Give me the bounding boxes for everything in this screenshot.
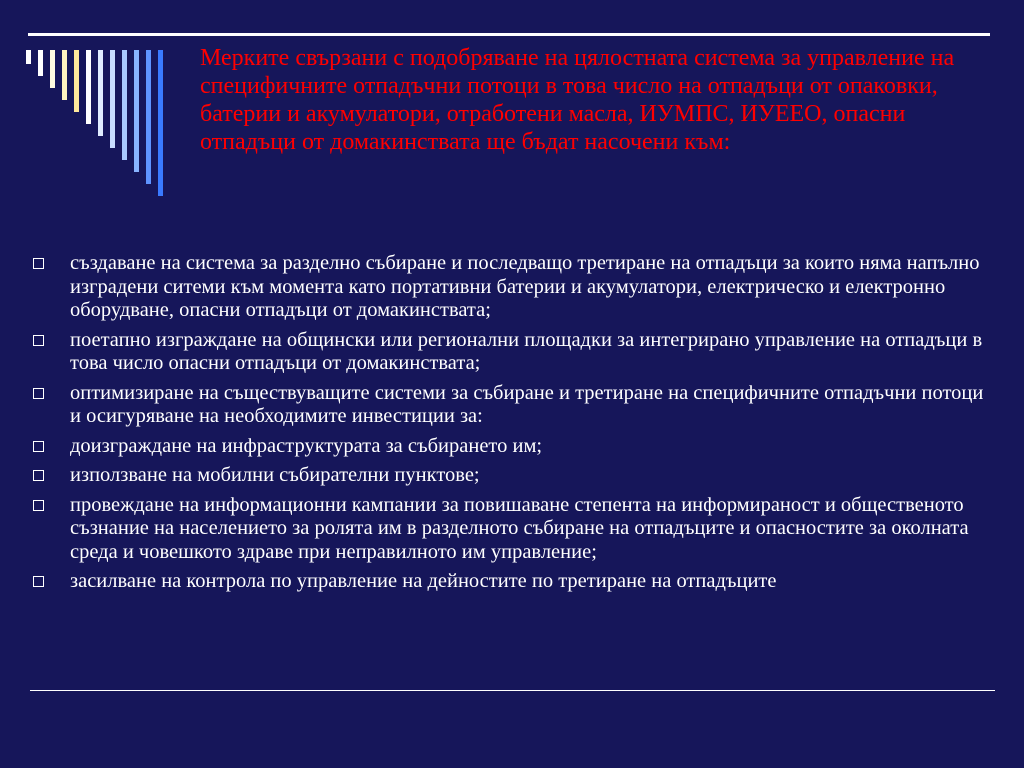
hollow-square-icon (33, 500, 44, 511)
list-item-text: използване на мобилни събирателни пунктове; (70, 464, 480, 486)
list-item (30, 382, 995, 429)
hollow-square-icon (33, 441, 44, 452)
hollow-square-icon (33, 335, 44, 346)
decorative-stripes (0, 0, 200, 240)
list-item (30, 329, 995, 376)
list-item (30, 570, 995, 594)
stripe (158, 50, 163, 196)
list-item-text: провеждане на информационни кампании за повишаване степента на информираност и общественото съзнание на населението за ролята им в разделното събиране на отпадъците и опасностите за околната среда и човешкото здраве при неправилното им управление; (70, 493, 969, 563)
list-item-text: създаване на система за разделно събиране и последващо третиране на отпадъци за които няма напълно изградени ситеми към момента като портативни батерии и акумулатори, електрическо и електронно оборудване, опасни отпадъци от домакинствата; (70, 252, 980, 321)
stripe (26, 50, 31, 64)
stripe (38, 50, 43, 76)
list-item (30, 252, 995, 323)
bullet-list (30, 252, 995, 600)
stripe (62, 50, 67, 100)
hollow-square-icon (33, 388, 44, 399)
list-item (30, 494, 995, 565)
list-item-text: доизграждане на инфраструктурата за събирането им; (70, 434, 543, 457)
stripe (146, 50, 151, 184)
stripe (50, 50, 55, 88)
hollow-square-icon (33, 576, 44, 587)
hollow-square-icon (33, 258, 44, 269)
stripe (122, 50, 127, 160)
stripe (86, 50, 91, 124)
stripe (110, 50, 115, 148)
hollow-square-icon (33, 470, 44, 481)
list-item-text: поетапно изграждане на общински или регионални площадки за интегрирано управление на отпадъци в това число опасни отпадъци от домакинствата; (70, 328, 983, 374)
stripe (134, 50, 139, 172)
list-item-text: засилване на контрола по управление на дейностите по третиране на отпадъците (70, 570, 777, 592)
list-item (30, 435, 995, 459)
stripe (98, 50, 103, 136)
list-item (30, 464, 995, 488)
stripe (74, 50, 79, 112)
bottom-divider-line (30, 690, 995, 691)
list-item-text: оптимизиране на съществуващите системи за събиране и третиране на специфичните отпадъчни потоци и осигуряване на необходимите инвестиции за: (70, 381, 984, 427)
slide-title: Мерките свързани с подобряване на цялостната система за управление на специфичните отпадъчни потоци в това число на отпадъци от опаковки, батерии и акумулатори, отработени масла, ИУМПС, ИУЕЕО, опасни отпадъци от домакинствата ще бъдат насочени към: (200, 45, 955, 155)
